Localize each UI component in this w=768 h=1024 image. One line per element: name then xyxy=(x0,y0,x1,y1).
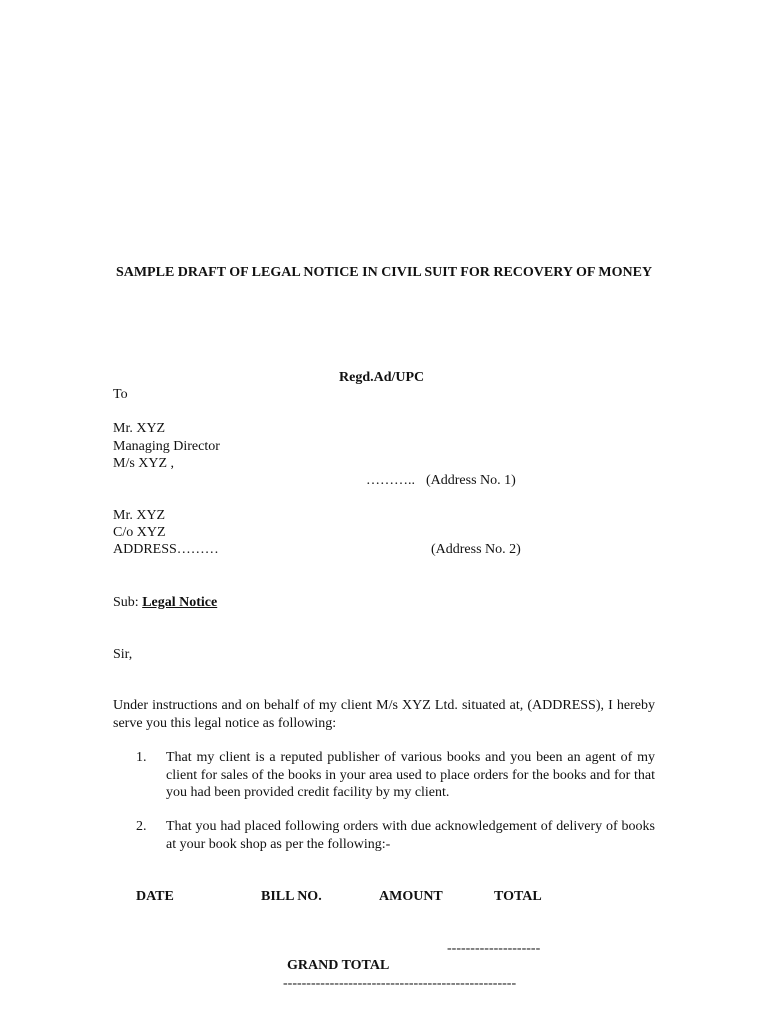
list-item-text: That you had placed following orders with due acknowledgement of delivery of books at your book shop as per the following:- xyxy=(166,819,655,852)
recipient-1-company: M/s XYZ , xyxy=(113,456,175,471)
to-label: To xyxy=(113,387,128,402)
list-item-number: 1. xyxy=(136,750,147,765)
salutation: Sir, xyxy=(113,647,133,662)
intro-paragraph: Under instructions and on behalf of my client M/s XYZ Ltd. situated at, (ADDRESS), I hereby serve you this legal notice as following: xyxy=(113,698,655,731)
registration-mode: Regd.Ad/UPC xyxy=(339,370,425,385)
grand-total-label: GRAND TOTAL xyxy=(287,958,390,973)
subject-text: Legal Notice xyxy=(142,595,218,610)
recipient-1-name: Mr. XYZ xyxy=(113,421,166,436)
recipient-2-address: ADDRESS……… xyxy=(113,542,219,557)
recipient-1-dots: ……….. xyxy=(366,473,415,488)
subject-prefix: Sub: xyxy=(113,595,139,610)
subject-line xyxy=(113,594,217,611)
recipient-2-name: Mr. XYZ xyxy=(113,508,166,523)
column-header-amount: AMOUNT xyxy=(379,889,443,904)
recipient-2-care-of: C/o XYZ xyxy=(113,525,166,540)
list-item-text: That my client is a reputed publisher of various books and you been an agent of my client for sales of the books in your area used to place orders for the books and for that you had been provided credit facility by my client. xyxy=(166,750,655,800)
document-title: SAMPLE DRAFT OF LEGAL NOTICE IN CIVIL SUIT FOR RECOVERY OF MONEY xyxy=(115,265,653,280)
grand-total-separator: -------------------------------------------------- xyxy=(283,976,517,991)
column-header-bill-no: BILL NO. xyxy=(261,889,322,904)
total-separator: -------------------- xyxy=(447,941,541,956)
recipient-2-address-label: (Address No. 2) xyxy=(431,542,521,557)
list-item-number: 2. xyxy=(136,819,147,834)
column-header-total: TOTAL xyxy=(494,889,542,904)
recipient-1-address-label: (Address No. 1) xyxy=(426,473,516,488)
column-header-date: DATE xyxy=(136,889,174,904)
recipient-1-designation: Managing Director xyxy=(113,439,220,454)
